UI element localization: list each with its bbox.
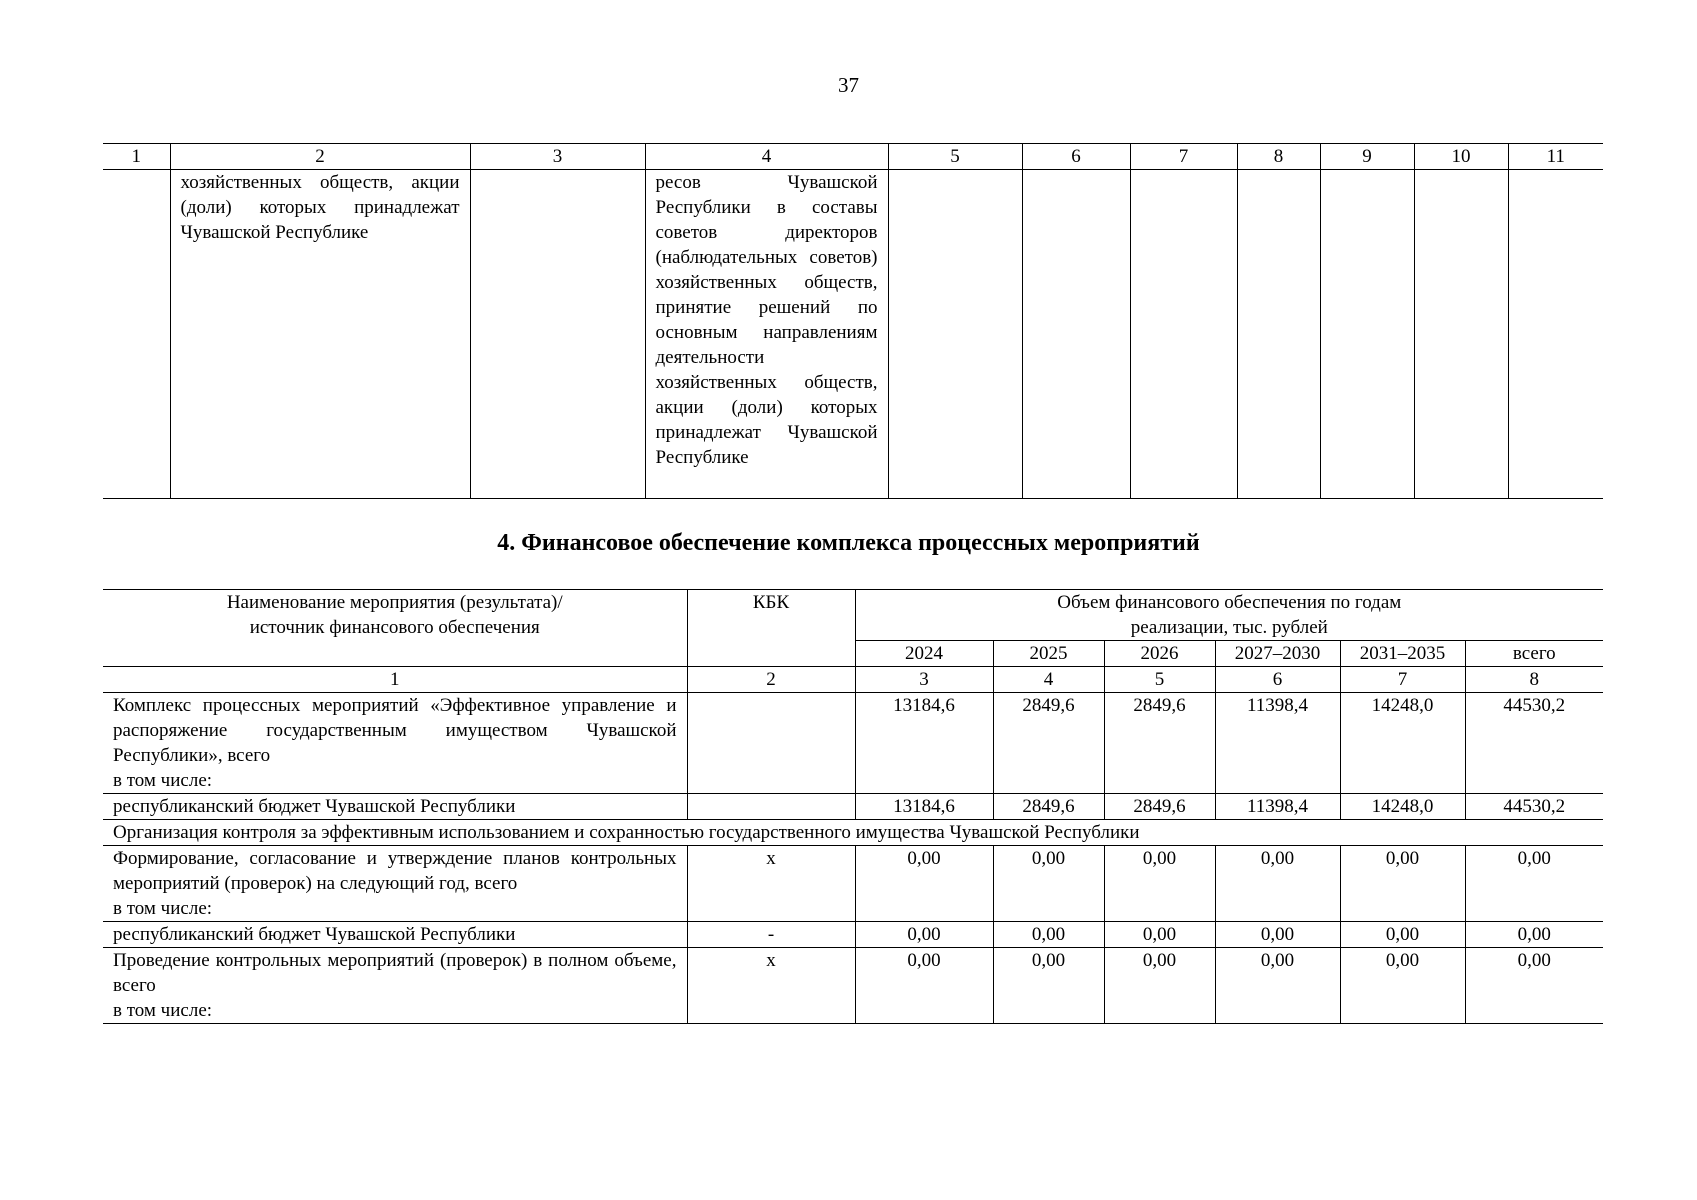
continuation-table: [103, 143, 1603, 499]
row-value: 0,00: [993, 948, 1104, 1024]
row-value: 0,00: [1465, 948, 1603, 1024]
year-header: 2027–2030: [1215, 641, 1340, 667]
row-value: 44530,2: [1465, 794, 1603, 820]
row-name: республиканский бюджет Чувашской Республики: [103, 922, 687, 948]
row-value: 2849,6: [1104, 794, 1215, 820]
column-number: 2: [170, 144, 470, 170]
table-cell: [1414, 170, 1508, 499]
header-row: [103, 590, 1603, 641]
row-value: 0,00: [1465, 922, 1603, 948]
column-number: 6: [1215, 667, 1340, 693]
row-value: 11398,4: [1215, 794, 1340, 820]
year-header: всего: [1465, 641, 1603, 667]
table-cell: [1130, 170, 1237, 499]
year-header: 2024: [855, 641, 993, 667]
row-value: 0,00: [855, 846, 993, 922]
row-value: 13184,6: [855, 693, 993, 794]
table-row: [103, 170, 1603, 499]
row-value: 14248,0: [1340, 693, 1465, 794]
row-name-text: Формирование, согласование и утверждение планов контрольных мероприятий (проверок) на следующий год, всего: [113, 848, 677, 894]
row-value: 0,00: [993, 922, 1104, 948]
column-number: 6: [1022, 144, 1130, 170]
row-kbk: x: [687, 846, 855, 922]
table-cell: [103, 170, 170, 499]
table-row: [103, 693, 1603, 794]
row-name: республиканский бюджет Чувашской Республики: [103, 794, 687, 820]
column-number-row: [103, 144, 1603, 170]
column-number: 7: [1340, 667, 1465, 693]
row-name: [103, 846, 687, 922]
row-value: 44530,2: [1465, 693, 1603, 794]
column-number: 3: [470, 144, 645, 170]
header-name: [103, 590, 687, 667]
year-header: 2031–2035: [1340, 641, 1465, 667]
table-cell: [1022, 170, 1130, 499]
row-value: 11398,4: [1215, 693, 1340, 794]
row-value: 0,00: [1215, 922, 1340, 948]
column-number: 11: [1508, 144, 1603, 170]
column-number: 7: [1130, 144, 1237, 170]
column-number: 5: [888, 144, 1022, 170]
row-kbk: [687, 693, 855, 794]
table-cell: [1320, 170, 1414, 499]
column-number: 4: [645, 144, 888, 170]
column-number: 8: [1237, 144, 1320, 170]
column-number: 4: [993, 667, 1104, 693]
row-value: 0,00: [1104, 948, 1215, 1024]
row-value: 0,00: [1104, 922, 1215, 948]
header-name-line: источник финансового обеспечения: [249, 617, 540, 638]
row-value: 0,00: [1215, 846, 1340, 922]
row-value: 2849,6: [993, 693, 1104, 794]
header-kbk: КБК: [687, 590, 855, 667]
table-row: [103, 794, 1603, 820]
column-number: 10: [1414, 144, 1508, 170]
row-name: [103, 693, 687, 794]
section-row-title: Организация контроля за эффективным использованием и сохранностью государственного имущества Чувашской Республики: [103, 820, 1603, 846]
section-row: [103, 820, 1603, 846]
column-number: 9: [1320, 144, 1414, 170]
row-value: 14248,0: [1340, 794, 1465, 820]
row-name-sub: в том числе:: [113, 1000, 213, 1021]
header-volume: [855, 590, 1603, 641]
table-cell: [1508, 170, 1603, 499]
row-kbk: -: [687, 922, 855, 948]
table-row: [103, 846, 1603, 922]
table-cell-object: хозяйственных обществ, акции (доли) которых принадлежат Чувашской Республике: [170, 170, 470, 499]
table-cell: [888, 170, 1022, 499]
column-number-row: [103, 667, 1603, 693]
row-value: 0,00: [855, 948, 993, 1024]
table-cell: [470, 170, 645, 499]
row-value: 0,00: [1465, 846, 1603, 922]
row-kbk: [687, 794, 855, 820]
table-cell: [1237, 170, 1320, 499]
row-kbk: x: [687, 948, 855, 1024]
column-number: 5: [1104, 667, 1215, 693]
row-value: 0,00: [1104, 846, 1215, 922]
row-name: [103, 948, 687, 1024]
row-value: 2849,6: [993, 794, 1104, 820]
page-number: 37: [838, 73, 859, 97]
row-value: 0,00: [1215, 948, 1340, 1024]
row-value: 0,00: [855, 922, 993, 948]
row-value: 13184,6: [855, 794, 993, 820]
column-number: 2: [687, 667, 855, 693]
table-row: [103, 922, 1603, 948]
table-row: [103, 948, 1603, 1024]
table-cell-description: ресов Чувашской Республики в составы советов директоров (наблюдательных советов) хозяйственных обществ, принятие решений по основным направлениям деятельности хозяйственных обществ, акции (доли) которых принадлежат Чувашской Республике: [645, 170, 888, 499]
row-value: 0,00: [993, 846, 1104, 922]
column-number: 1: [103, 667, 687, 693]
row-name-sub: в том числе:: [113, 770, 213, 791]
section-title: 4. Финансовое обеспечение комплекса процессных мероприятий: [497, 530, 1200, 556]
year-header: 2025: [993, 641, 1104, 667]
row-name-text: Проведение контрольных мероприятий (проверок) в полном объеме, всего: [113, 950, 677, 996]
row-name-sub: в том числе:: [113, 898, 213, 919]
column-number: 1: [103, 144, 170, 170]
year-header: 2026: [1104, 641, 1215, 667]
row-value: 0,00: [1340, 846, 1465, 922]
column-number: 3: [855, 667, 993, 693]
financial-table: [103, 589, 1603, 1024]
column-number: 8: [1465, 667, 1603, 693]
row-name-text: Комплекс процессных мероприятий «Эффективное управление и распоряжение государственным имуществом Чувашской Республики», всего: [113, 695, 677, 766]
row-value: 2849,6: [1104, 693, 1215, 794]
row-value: 0,00: [1340, 948, 1465, 1024]
header-name-line: Наименование мероприятия (результата)/: [226, 592, 563, 613]
header-volume-line: реализации, тыс. рублей: [1130, 617, 1328, 638]
row-value: 0,00: [1340, 922, 1465, 948]
header-volume-line: Объем финансового обеспечения по годам: [1057, 592, 1402, 613]
